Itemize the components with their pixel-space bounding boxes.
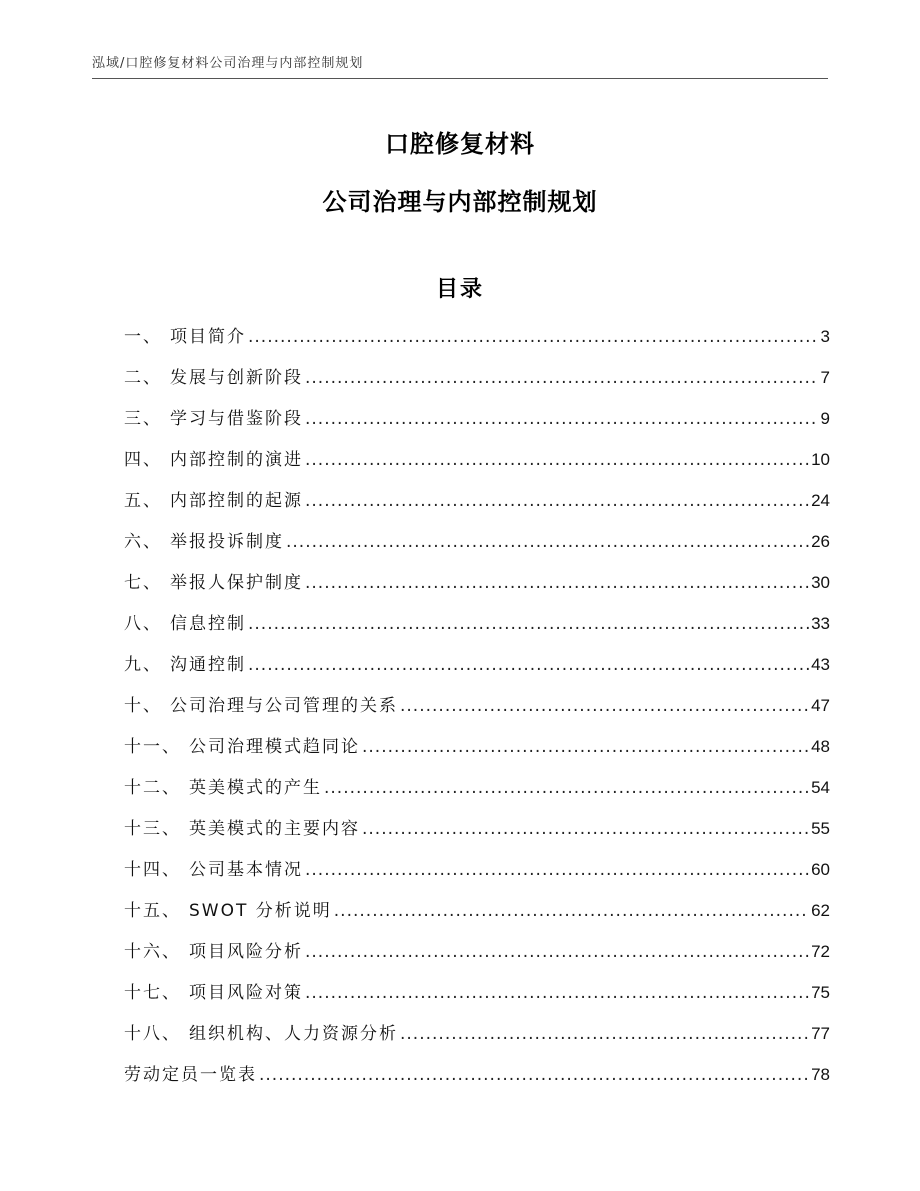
toc-entry-page: 72 bbox=[811, 942, 830, 961]
toc-entry-label: 组织机构、人力资源分析 bbox=[189, 1024, 398, 1044]
toc-entry-number: 十一、 bbox=[124, 737, 181, 757]
toc-entry-number: 十二、 bbox=[124, 778, 181, 798]
toc-dot-leader bbox=[334, 896, 809, 926]
toc-entry[interactable] bbox=[124, 363, 830, 404]
toc-entry-number: 一、 bbox=[124, 327, 162, 347]
toc-dot-leader bbox=[305, 568, 809, 598]
toc-entry-label: 沟通控制 bbox=[170, 655, 246, 675]
toc-entry-number: 十三、 bbox=[124, 819, 181, 839]
toc-entry-page: 78 bbox=[811, 1065, 830, 1084]
toc-entry[interactable] bbox=[124, 1019, 830, 1060]
toc-entry-page: 33 bbox=[811, 614, 830, 633]
toc-entry-number: 十七、 bbox=[124, 983, 181, 1003]
toc-entry-number: 十六、 bbox=[124, 942, 181, 962]
toc-entry-label: SWOT 分析说明 bbox=[189, 901, 332, 921]
toc-entry-label: 英美模式的主要内容 bbox=[189, 819, 360, 839]
toc-entry-number: 六、 bbox=[124, 532, 162, 552]
toc-dot-leader bbox=[400, 1019, 809, 1049]
toc-entry-page: 48 bbox=[811, 737, 830, 756]
toc-entry[interactable] bbox=[124, 814, 830, 855]
toc-entry-label: 项目风险分析 bbox=[189, 942, 303, 962]
toc-entry-page: 75 bbox=[811, 983, 830, 1002]
toc-dot-leader bbox=[248, 609, 809, 639]
toc-entry-label: 举报人保护制度 bbox=[170, 573, 303, 593]
toc-entry-page: 26 bbox=[811, 532, 830, 551]
document-title-line-1: 口腔修复材料 bbox=[385, 130, 535, 158]
toc-entry-page: 43 bbox=[811, 655, 830, 674]
toc-entry-page: 60 bbox=[811, 860, 830, 879]
toc-entry[interactable] bbox=[124, 609, 830, 650]
toc-entry[interactable] bbox=[124, 773, 830, 814]
toc-entry[interactable] bbox=[124, 1060, 830, 1101]
toc-entry[interactable] bbox=[124, 978, 830, 1019]
toc-entry-label: 举报投诉制度 bbox=[170, 532, 284, 552]
toc-entry-number: 八、 bbox=[124, 614, 162, 634]
toc-entry-label: 内部控制的演进 bbox=[170, 450, 303, 470]
toc-entry-page: 47 bbox=[811, 696, 830, 715]
toc-entry[interactable] bbox=[124, 486, 830, 527]
toc-entry-label: 信息控制 bbox=[170, 614, 246, 634]
toc-dot-leader bbox=[248, 322, 819, 352]
toc-dot-leader bbox=[305, 855, 809, 885]
toc-entry-label: 项目简介 bbox=[170, 327, 246, 347]
toc-dot-leader bbox=[400, 691, 809, 721]
toc-entry-page: 30 bbox=[811, 573, 830, 592]
toc-dot-leader bbox=[305, 978, 809, 1008]
toc-entry-page: 7 bbox=[820, 368, 830, 387]
toc-entry[interactable] bbox=[124, 322, 830, 363]
toc-entry[interactable] bbox=[124, 732, 830, 773]
table-of-contents bbox=[124, 322, 830, 1101]
toc-dot-leader bbox=[362, 814, 809, 844]
toc-dot-leader bbox=[362, 732, 809, 762]
toc-entry-number: 二、 bbox=[124, 368, 162, 388]
toc-entry[interactable] bbox=[124, 404, 830, 445]
header-rule bbox=[92, 78, 828, 79]
toc-entry-page: 10 bbox=[811, 450, 830, 469]
toc-entry-page: 77 bbox=[811, 1024, 830, 1043]
toc-entry-label: 劳动定员一览表 bbox=[124, 1065, 257, 1085]
toc-entry-number: 七、 bbox=[124, 573, 162, 593]
toc-entry-label: 项目风险对策 bbox=[189, 983, 303, 1003]
toc-entry-page: 62 bbox=[811, 901, 830, 920]
toc-entry[interactable] bbox=[124, 445, 830, 486]
toc-entry-number: 十八、 bbox=[124, 1024, 181, 1044]
toc-entry-number: 五、 bbox=[124, 491, 162, 511]
toc-dot-leader bbox=[324, 773, 809, 803]
toc-dot-leader bbox=[305, 486, 809, 516]
toc-entry-label: 学习与借鉴阶段 bbox=[170, 409, 303, 429]
toc-dot-leader bbox=[305, 404, 819, 434]
toc-entry-label: 公司治理模式趋同论 bbox=[189, 737, 360, 757]
toc-entry-number: 十、 bbox=[124, 696, 162, 716]
toc-entry[interactable] bbox=[124, 527, 830, 568]
toc-entry-number: 九、 bbox=[124, 655, 162, 675]
toc-dot-leader bbox=[248, 650, 809, 680]
document-title-line-2: 公司治理与内部控制规划 bbox=[322, 188, 598, 216]
toc-entry[interactable] bbox=[124, 650, 830, 691]
toc-entry-label: 公司基本情况 bbox=[189, 860, 303, 880]
toc-heading: 目录 bbox=[435, 277, 484, 302]
toc-entry-page: 24 bbox=[811, 491, 830, 510]
toc-entry[interactable] bbox=[124, 691, 830, 732]
toc-entry[interactable] bbox=[124, 568, 830, 609]
toc-entry-label: 发展与创新阶段 bbox=[170, 368, 303, 388]
toc-entry-label: 公司治理与公司管理的关系 bbox=[170, 696, 398, 716]
toc-dot-leader bbox=[286, 527, 809, 557]
toc-dot-leader bbox=[305, 445, 809, 475]
toc-entry-page: 55 bbox=[811, 819, 830, 838]
toc-entry-page: 54 bbox=[811, 778, 830, 797]
toc-entry-number: 十四、 bbox=[124, 860, 181, 880]
toc-dot-leader bbox=[305, 937, 809, 967]
toc-entry[interactable] bbox=[124, 896, 830, 937]
running-header: 泓域/口腔修复材料公司治理与内部控制规划 bbox=[92, 56, 364, 71]
toc-entry-page: 3 bbox=[820, 327, 830, 346]
toc-entry[interactable] bbox=[124, 937, 830, 978]
toc-entry-page: 9 bbox=[820, 409, 830, 428]
toc-dot-leader bbox=[305, 363, 819, 393]
toc-entry[interactable] bbox=[124, 855, 830, 896]
toc-entry-label: 英美模式的产生 bbox=[189, 778, 322, 798]
toc-dot-leader bbox=[259, 1060, 809, 1090]
toc-entry-number: 四、 bbox=[124, 450, 162, 470]
toc-entry-number: 十五、 bbox=[124, 901, 181, 921]
toc-entry-label: 内部控制的起源 bbox=[170, 491, 303, 511]
toc-entry-number: 三、 bbox=[124, 409, 162, 429]
